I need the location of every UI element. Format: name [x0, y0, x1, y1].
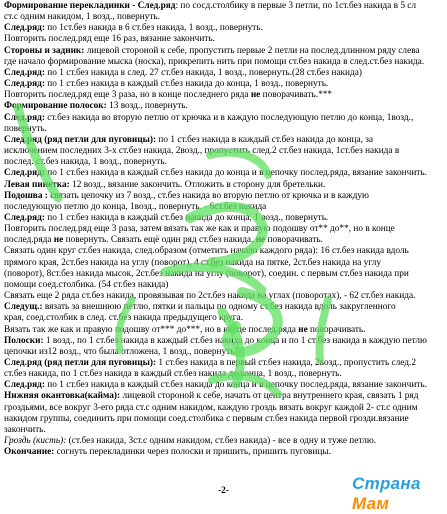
line-text: повернуть. Связать ещё один ряд ст.без накида,	[63, 235, 256, 246]
bold-heading: не	[255, 235, 266, 246]
italic-term: Гроздь (кисть):	[4, 436, 67, 447]
text-line	[4, 79, 444, 90]
line-text: 12 возд., вязание закончить. Отложить в сторону для бретельки.	[69, 179, 326, 190]
text-line	[4, 258, 444, 269]
text-line	[4, 235, 444, 246]
text-line	[4, 191, 444, 202]
text-line	[4, 347, 444, 358]
text-line	[4, 12, 444, 23]
line-text: 13 возд., повернуть.	[106, 101, 188, 112]
bold-heading: Формирование перекладинки - След.ряд	[4, 1, 176, 11]
bold-heading: След.ряд (ряд петли для пуговицы):	[4, 134, 157, 145]
bold-heading: не	[250, 90, 261, 101]
line-text: лицевой стороной к себе, начать от центра внутреннего края, связать 1 ряд	[120, 391, 419, 402]
text-line	[4, 180, 444, 191]
line-text: закончить.	[4, 424, 46, 435]
text-line	[4, 291, 444, 302]
text-line	[4, 224, 444, 235]
line-text: : по сосд.столбику в первые 3 петли, по 1ст.без накида в 5 сл	[175, 1, 417, 11]
line-text: по 1 ст.без накида в каждый ст.без накида до конца, 1 возд., повернуть.	[44, 212, 329, 223]
text-line	[4, 23, 444, 34]
text-line	[4, 246, 444, 257]
line-text: прямого края, 2ст.без накида на углу (поворот), 4 ст.без накида на пятке, 2ст.без накида на углу	[4, 257, 381, 268]
line-text: ст.с одним накидом, 1 возд., повернуть.	[4, 12, 160, 23]
line-text: по 1 ст.без накида в каждый ст.без накида до конца, 1 возд., повернуть.	[44, 79, 329, 90]
bold-heading: След.ряд (ряд петли для пуговицы):	[4, 358, 157, 368]
text-line	[4, 369, 444, 380]
text-line	[4, 135, 444, 146]
text-line	[4, 46, 444, 57]
line-text: края, соед.столбик в след. ст.без накида предыдущего круга.	[4, 313, 244, 324]
bold-heading: След.ряд:	[4, 67, 45, 78]
line-text: исключением последних 3-х ст.без накида, 2возд., пропустить след.2 ст.без накида, 1ст.без накида в	[4, 146, 400, 157]
text-line	[4, 380, 444, 391]
bold-heading: не	[298, 324, 308, 335]
logo-text-part1: Страна	[352, 474, 421, 493]
text-line	[4, 325, 444, 336]
text-line	[4, 124, 444, 135]
bold-heading: След.ряд:	[4, 380, 45, 391]
document-body	[4, 1, 444, 458]
line-text: 1 ст.без накида в первый ст.без накида, 2возд., пропустить след.2	[156, 358, 416, 368]
text-line	[4, 57, 444, 68]
line-text: ст.без накида во вторую петлю от крючка и в каждую последующую петлю до конца, 1возд.,	[44, 112, 414, 123]
text-line	[4, 34, 444, 45]
text-line	[4, 436, 444, 447]
line-text: 1 возд., по 1 ст.без накида в каждый ст.без накида до конца и по 1 ст.без накида в каждую петлю	[43, 335, 427, 346]
line-text: повернуть.	[4, 123, 47, 134]
line-text: по 1 ст.без накида в каждый ст.без накида до конца и в цепочку послед.ряда, вязание закончить.	[44, 380, 427, 391]
bold-heading: Подошва :	[4, 190, 48, 201]
bold-heading: Нижняя окантовка(кайма):	[4, 391, 121, 402]
bold-heading: След.ряд:	[4, 212, 45, 223]
line-text: послед. ст.без накида, 1 возд., повернуть.	[4, 157, 167, 168]
line-text: по 1 ст.без накида в след. 27 ст.без накида, 1 возд., повернуть.(28 ст.без накида)	[44, 67, 362, 78]
line-text: Связать еще 2 ряда ст.без накида, провязывая по 2ст.без накида на углах (поворотах), - 62 ст.без накида.	[4, 291, 416, 302]
line-text: Повторить послед.ряд еще 3 раза, но в конце последнего ряда	[4, 90, 251, 101]
text-line	[4, 157, 444, 168]
line-text: Повторить послед.ряд еще 16 раз, вязание закончить.	[4, 34, 215, 45]
line-text: Повторить послед.ряд еще 3 раза, затем вязать так же как и правую подошву от** до**, но в конце	[4, 224, 395, 235]
line-text: по 1ст.без накида в 6 ст.без накида, 1 возд., повернуть.	[44, 23, 263, 34]
text-line	[4, 90, 444, 101]
text-line	[4, 168, 444, 179]
bold-heading: След.ряд:	[4, 112, 45, 123]
line-text: помощи соед.столбика. (54 ст.без накида)	[4, 279, 169, 290]
text-line	[4, 202, 444, 213]
text-line	[4, 425, 444, 436]
text-line	[4, 302, 444, 313]
bold-heading: Левая пинетка:	[4, 179, 70, 190]
line-text: гроздьями, все вокруг 3-его ряда ст.с одним накидом, каждую гроздь вязать вокруг каждой 2- ст.с одним	[4, 402, 418, 413]
bold-heading: не	[53, 235, 64, 246]
line-text: цепочки из12 возд., что была отложена, 1 возд., повернуть.	[4, 346, 237, 357]
text-line	[4, 414, 444, 425]
line-text: вязать за внешнюю петлю, пятки и пальцы по одному ст.без накида вдоль закругленного	[42, 302, 396, 313]
text-line	[4, 280, 444, 291]
line-text: поворачивать.	[307, 324, 366, 335]
bold-heading: Стороны и задник:	[4, 45, 85, 56]
line-text: Вязать так же как и правую подошву от*** до***, но в конце послед.ряда	[4, 324, 299, 335]
text-line	[4, 313, 444, 324]
text-line	[4, 213, 444, 224]
bold-heading: Окончание:	[4, 447, 55, 458]
line-text: поворачивать.***	[260, 90, 333, 101]
text-line	[4, 101, 444, 112]
text-line	[4, 113, 444, 124]
line-text: лицевой стороной к себе, пропустить первые 2 петли на послед.длинном ряду слева	[84, 45, 420, 56]
bold-heading: Формирование полосок:	[4, 101, 107, 112]
line-text: по 1 ст.без накида в каждый ст.без накида до конца и в цепочку послед.ряда, вязание закончить.	[44, 168, 427, 179]
line-text: послед.ряда	[4, 235, 54, 246]
line-text: (ст.без накида, 3ст.с одним накидом, ст.без накида) - все в одну и туже петлю.	[66, 436, 377, 447]
text-line	[4, 391, 444, 402]
line-text: последующую петлю до конца, 1возд., повернуть. - 6ст.без накида	[4, 201, 267, 212]
bold-heading: Следущ.:	[4, 302, 43, 313]
text-line	[4, 68, 444, 79]
line-text: ст.без накида, по 1 ст.без накида в каждый ст.без накида до конца, 1 возд., повернуть.	[4, 369, 342, 380]
text-line	[4, 358, 444, 369]
text-line	[4, 447, 444, 458]
bold-heading: След.ряд:	[4, 168, 45, 179]
line-text: согнуть перекладинки через полоски и пришить, пришить пуговицы.	[54, 447, 331, 458]
bold-heading: Полоски:	[4, 335, 44, 346]
line-text: по 1 ст.без накида в каждый ст.без накида до конца, за	[156, 134, 374, 145]
line-text: связать цепочку из 7 возд., ст.без накида во вторую петлю от крючка и в каждую	[47, 190, 369, 201]
line-text: (поворот), 8ст.без накида мысок, 2ст.без накида на углу (поворот), соедин. с первым ст.без накида при	[4, 268, 409, 279]
bold-heading: След.ряд:	[4, 23, 45, 34]
text-line	[4, 146, 444, 157]
logo-text-part2: Мам	[352, 494, 390, 513]
text-line	[4, 403, 444, 414]
bold-heading: След.ряд:	[4, 79, 45, 90]
page-number: -2-	[218, 486, 229, 496]
line-text: где начало формирование мыска (носка), прикрепить нить при помощи ст.без накида в след.ст.без накида.	[4, 56, 425, 67]
text-line	[4, 1, 444, 12]
line-text: Связать один круг ст.без накида, след.образом (отметить начало каждого ряда): 16 ст.без накида вдоль	[4, 246, 409, 257]
text-line	[4, 269, 444, 280]
line-text: поворачивать.	[265, 235, 323, 246]
line-text: накидом группы, соединить при помощи соед.столбика с первым ст.без накида первой грозди.вязание	[4, 413, 409, 424]
text-line	[4, 336, 444, 347]
